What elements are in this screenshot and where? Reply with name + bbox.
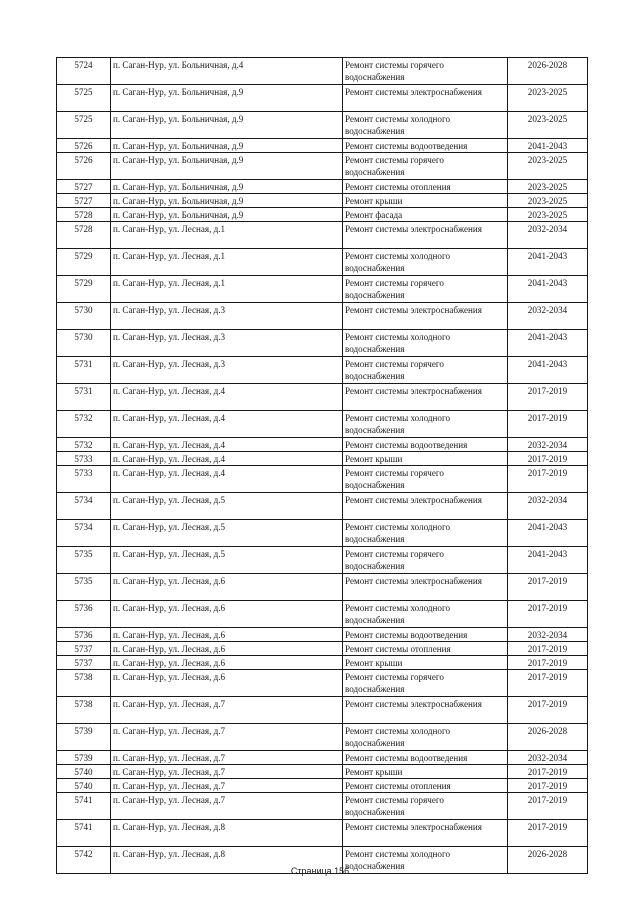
row-id-cell: 5739 [57,724,111,751]
table-row [57,493,588,520]
years-cell: 2017-2019 [508,574,588,601]
table-row [57,194,588,208]
row-id-cell: 5741 [57,793,111,820]
address-cell: п. Саган-Нур, ул. Лесная, д.7 [111,765,343,779]
address-cell: п. Саган-Нур, ул. Лесная, д.3 [111,303,343,330]
row-id-cell: 5728 [57,208,111,222]
table-row [57,58,588,85]
address-cell: п. Саган-Нур, ул. Лесная, д.7 [111,751,343,765]
years-cell: 2017-2019 [508,452,588,466]
years-cell: 2032-2034 [508,628,588,642]
years-cell: 2023-2025 [508,112,588,139]
years-cell: 2017-2019 [508,793,588,820]
table-row [57,751,588,765]
work-type-cell: Ремонт системы горячего водоснабжения [343,793,508,820]
years-cell: 2017-2019 [508,779,588,793]
work-type-cell: Ремонт системы холодного водоснабжения [343,847,508,874]
table-row [57,820,588,847]
work-type-cell: Ремонт системы электроснабжения [343,384,508,411]
row-id-cell: 5732 [57,438,111,452]
address-cell: п. Саган-Нур, ул. Лесная, д.6 [111,670,343,697]
years-cell: 2041-2043 [508,249,588,276]
address-cell: п. Саган-Нур, ул. Лесная, д.8 [111,847,343,874]
row-id-cell: 5727 [57,180,111,194]
address-cell: п. Саган-Нур, ул. Лесная, д.4 [111,466,343,493]
table-row [57,303,588,330]
row-id-cell: 5730 [57,303,111,330]
row-id-cell: 5731 [57,357,111,384]
address-cell: п. Саган-Нур, ул. Лесная, д.1 [111,249,343,276]
work-type-cell: Ремонт системы электроснабжения [343,85,508,112]
table-row [57,153,588,180]
table-row [57,411,588,438]
address-cell: п. Саган-Нур, ул. Больничная, д.4 [111,58,343,85]
row-id-cell: 5725 [57,112,111,139]
years-cell: 2032-2034 [508,438,588,452]
work-type-cell: Ремонт системы холодного водоснабжения [343,112,508,139]
years-cell: 2017-2019 [508,466,588,493]
work-type-cell: Ремонт системы холодного водоснабжения [343,520,508,547]
address-cell: п. Саган-Нур, ул. Лесная, д.5 [111,493,343,520]
page-number: Страница 156 [290,866,350,876]
work-type-cell: Ремонт системы электроснабжения [343,222,508,249]
row-id-cell: 5739 [57,751,111,765]
years-cell: 2041-2043 [508,520,588,547]
row-id-cell: 5741 [57,820,111,847]
row-id-cell: 5729 [57,276,111,303]
address-cell: п. Саган-Нур, ул. Лесная, д.6 [111,628,343,642]
years-cell: 2041-2043 [508,330,588,357]
table-row [57,520,588,547]
row-id-cell: 5725 [57,85,111,112]
work-type-cell: Ремонт системы холодного водоснабжения [343,601,508,628]
row-id-cell: 5738 [57,697,111,724]
years-cell: 2017-2019 [508,697,588,724]
address-cell: п. Саган-Нур, ул. Больничная, д.9 [111,139,343,153]
row-id-cell: 5726 [57,153,111,180]
work-type-cell: Ремонт системы горячего водоснабжения [343,547,508,574]
address-cell: п. Саган-Нур, ул. Лесная, д.4 [111,411,343,438]
address-cell: п. Саган-Нур, ул. Лесная, д.3 [111,330,343,357]
work-type-cell: Ремонт системы горячего водоснабжения [343,670,508,697]
table-row [57,793,588,820]
row-id-cell: 5728 [57,222,111,249]
years-cell: 2041-2043 [508,547,588,574]
work-type-cell: Ремонт системы электроснабжения [343,303,508,330]
years-cell: 2026-2028 [508,847,588,874]
table-row [57,438,588,452]
work-type-cell: Ремонт системы горячего водоснабжения [343,276,508,303]
address-cell: п. Саган-Нур, ул. Лесная, д.4 [111,384,343,411]
years-cell: 2017-2019 [508,601,588,628]
years-cell: 2017-2019 [508,820,588,847]
table-row [57,139,588,153]
work-type-cell: Ремонт крыши [343,765,508,779]
row-id-cell: 5727 [57,194,111,208]
address-cell: п. Саган-Нур, ул. Лесная, д.7 [111,793,343,820]
work-type-cell: Ремонт крыши [343,194,508,208]
work-type-cell: Ремонт системы отопления [343,642,508,656]
years-cell: 2026-2028 [508,724,588,751]
address-cell: п. Саган-Нур, ул. Лесная, д.7 [111,697,343,724]
table-row [57,180,588,194]
years-cell: 2017-2019 [508,384,588,411]
years-cell: 2023-2025 [508,180,588,194]
work-type-cell: Ремонт системы горячего водоснабжения [343,58,508,85]
table-row [57,249,588,276]
table-row [57,330,588,357]
work-type-cell: Ремонт системы отопления [343,779,508,793]
years-cell: 2032-2034 [508,222,588,249]
address-cell: п. Саган-Нур, ул. Лесная, д.7 [111,779,343,793]
row-id-cell: 5740 [57,779,111,793]
row-id-cell: 5740 [57,765,111,779]
years-cell: 2041-2043 [508,276,588,303]
work-type-cell: Ремонт крыши [343,656,508,670]
table-row [57,452,588,466]
years-cell: 2032-2034 [508,751,588,765]
address-cell: п. Саган-Нур, ул. Больничная, д.9 [111,194,343,208]
table-row [57,112,588,139]
table-row [57,208,588,222]
row-id-cell: 5737 [57,656,111,670]
address-cell: п. Саган-Нур, ул. Лесная, д.5 [111,547,343,574]
table-row [57,697,588,724]
years-cell: 2023-2025 [508,208,588,222]
table-body [57,58,588,874]
table-row [57,601,588,628]
work-type-cell: Ремонт системы электроснабжения [343,574,508,601]
work-type-cell: Ремонт системы электроснабжения [343,697,508,724]
address-cell: п. Саган-Нур, ул. Лесная, д.6 [111,642,343,656]
work-type-cell: Ремонт системы холодного водоснабжения [343,724,508,751]
work-type-cell: Ремонт крыши [343,452,508,466]
table-row [57,85,588,112]
years-cell: 2017-2019 [508,411,588,438]
years-cell: 2023-2025 [508,85,588,112]
address-cell: п. Саган-Нур, ул. Лесная, д.6 [111,601,343,628]
address-cell: п. Саган-Нур, ул. Лесная, д.4 [111,438,343,452]
row-id-cell: 5733 [57,452,111,466]
address-cell: п. Саган-Нур, ул. Больничная, д.9 [111,180,343,194]
table-row [57,384,588,411]
years-cell: 2023-2025 [508,153,588,180]
table-row [57,724,588,751]
row-id-cell: 5737 [57,642,111,656]
row-id-cell: 5735 [57,574,111,601]
address-cell: п. Саган-Нур, ул. Лесная, д.7 [111,724,343,751]
repair-schedule-table [56,57,588,874]
work-type-cell: Ремонт системы отопления [343,180,508,194]
years-cell: 2026-2028 [508,58,588,85]
work-type-cell: Ремонт системы водоотведения [343,139,508,153]
table-row [57,670,588,697]
work-type-cell: Ремонт системы холодного водоснабжения [343,411,508,438]
table-row [57,357,588,384]
row-id-cell: 5734 [57,520,111,547]
table-row [57,765,588,779]
row-id-cell: 5738 [57,670,111,697]
row-id-cell: 5733 [57,466,111,493]
table-row [57,628,588,642]
years-cell: 2041-2043 [508,139,588,153]
row-id-cell: 5736 [57,628,111,642]
work-type-cell: Ремонт системы горячего водоснабжения [343,466,508,493]
table-row [57,642,588,656]
table-row [57,547,588,574]
work-type-cell: Ремонт системы электроснабжения [343,493,508,520]
work-type-cell: Ремонт системы холодного водоснабжения [343,330,508,357]
row-id-cell: 5736 [57,601,111,628]
row-id-cell: 5731 [57,384,111,411]
address-cell: п. Саган-Нур, ул. Больничная, д.9 [111,85,343,112]
address-cell: п. Саган-Нур, ул. Лесная, д.6 [111,574,343,601]
work-type-cell: Ремонт фасада [343,208,508,222]
address-cell: п. Саган-Нур, ул. Лесная, д.3 [111,357,343,384]
address-cell: п. Саган-Нур, ул. Лесная, д.1 [111,276,343,303]
work-type-cell: Ремонт системы электроснабжения [343,820,508,847]
years-cell: 2017-2019 [508,656,588,670]
work-type-cell: Ремонт системы холодного водоснабжения [343,249,508,276]
years-cell: 2023-2025 [508,194,588,208]
years-cell: 2017-2019 [508,642,588,656]
table-row [57,574,588,601]
years-cell: 2017-2019 [508,670,588,697]
work-type-cell: Ремонт системы водоотведения [343,438,508,452]
work-type-cell: Ремонт системы водоотведения [343,628,508,642]
work-type-cell: Ремонт системы водоотведения [343,751,508,765]
work-type-cell: Ремонт системы горячего водоснабжения [343,153,508,180]
table-row [57,779,588,793]
years-cell: 2041-2043 [508,357,588,384]
row-id-cell: 5732 [57,411,111,438]
address-cell: п. Саган-Нур, ул. Больничная, д.9 [111,153,343,180]
table-row [57,466,588,493]
row-id-cell: 5729 [57,249,111,276]
address-cell: п. Саган-Нур, ул. Больничная, д.9 [111,112,343,139]
address-cell: п. Саган-Нур, ул. Лесная, д.8 [111,820,343,847]
address-cell: п. Саган-Нур, ул. Лесная, д.5 [111,520,343,547]
address-cell: п. Саган-Нур, ул. Больничная, д.9 [111,208,343,222]
row-id-cell: 5730 [57,330,111,357]
address-cell: п. Саган-Нур, ул. Лесная, д.4 [111,452,343,466]
years-cell: 2032-2034 [508,303,588,330]
table-row [57,276,588,303]
row-id-cell: 5735 [57,547,111,574]
work-type-cell: Ремонт системы горячего водоснабжения [343,357,508,384]
row-id-cell: 5734 [57,493,111,520]
address-cell: п. Саган-Нур, ул. Лесная, д.6 [111,656,343,670]
table-row [57,222,588,249]
row-id-cell: 5726 [57,139,111,153]
address-cell: п. Саган-Нур, ул. Лесная, д.1 [111,222,343,249]
years-cell: 2017-2019 [508,765,588,779]
row-id-cell: 5724 [57,58,111,85]
row-id-cell: 5742 [57,847,111,874]
years-cell: 2032-2034 [508,493,588,520]
table-row [57,656,588,670]
